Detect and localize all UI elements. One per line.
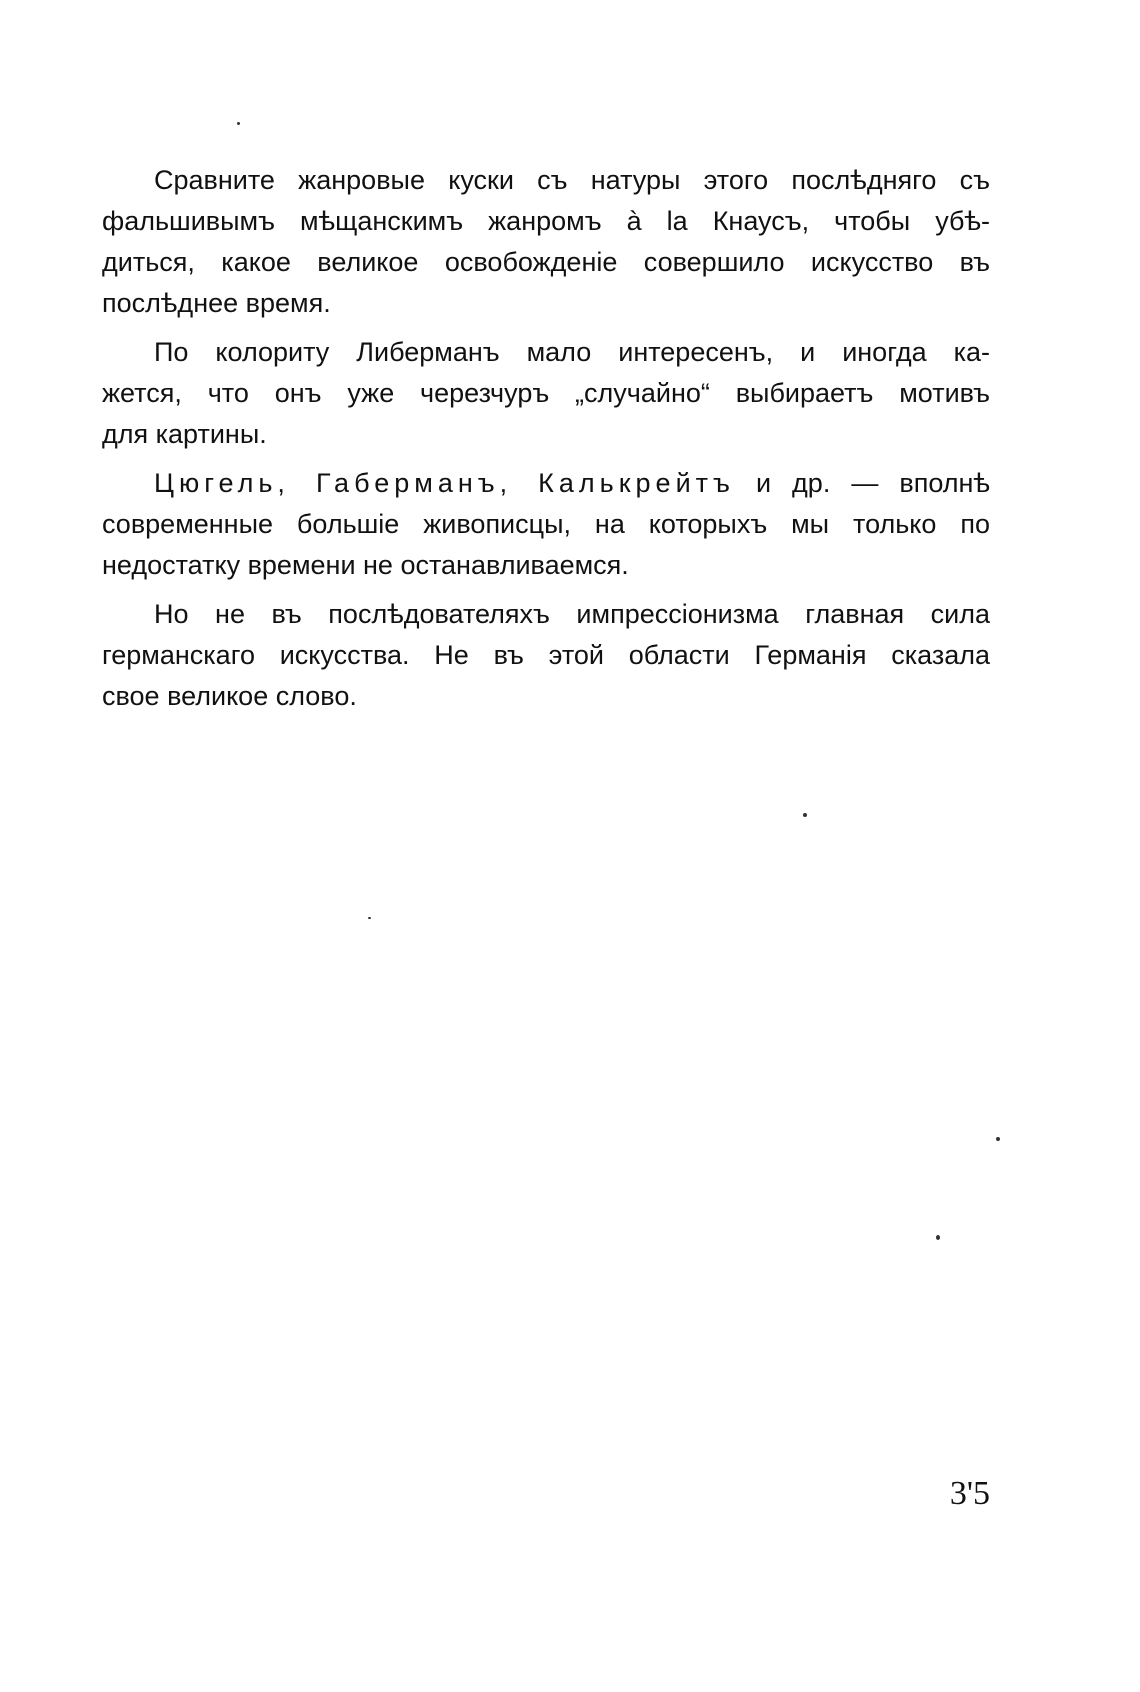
body-text (102, 160, 990, 725)
paragraph-4 (102, 594, 990, 717)
paragraph-1 (102, 160, 990, 324)
scan-speck (237, 122, 240, 125)
paragraph-line: По колориту Либерманъ мало интересенъ, и иногда ка- (154, 337, 990, 367)
paragraph-line: Но не въ послѣдователяхъ импрессіонизма главная сила (154, 599, 990, 629)
spaced-names: Цюгель, Габерманъ, Калькрейтъ (154, 468, 735, 498)
scan-speck (936, 1235, 940, 1240)
paragraph-line: фальшивымъ мѣщанскимъ жанромъ à la Кнаусъ, чтобы убѣ- (102, 206, 990, 236)
paragraph-3 (102, 463, 990, 586)
paragraph-line: недостатку времени не останавливаемся. (102, 550, 629, 580)
paragraph-line (102, 463, 990, 504)
scan-speck (803, 813, 807, 817)
page-number: 3'5 (949, 1475, 990, 1512)
paragraph-line: Сравните жанровые куски съ натуры этого послѣдняго съ (154, 165, 990, 195)
paragraph-2 (102, 332, 990, 455)
line-rest: и др. — вполнѣ (734, 468, 990, 498)
paragraph-line: для картины. (102, 419, 267, 449)
paragraph-line: послѣднее время. (102, 288, 331, 318)
paragraph-line: жется, что онъ уже черезчуръ „случайно“ выбираетъ мотивъ (102, 378, 990, 408)
paragraph-line: диться, какое великое освобожденіе совершило искусство въ (102, 247, 990, 277)
paragraph-line: современные большіе живописцы, на которыхъ мы только по (102, 509, 990, 539)
paragraph-line: германскаго искусства. Не въ этой области Германія сказала (102, 640, 990, 670)
paragraph-line: свое великое слово. (102, 681, 357, 711)
scan-speck (368, 917, 371, 919)
scan-speck (996, 1137, 1000, 1141)
